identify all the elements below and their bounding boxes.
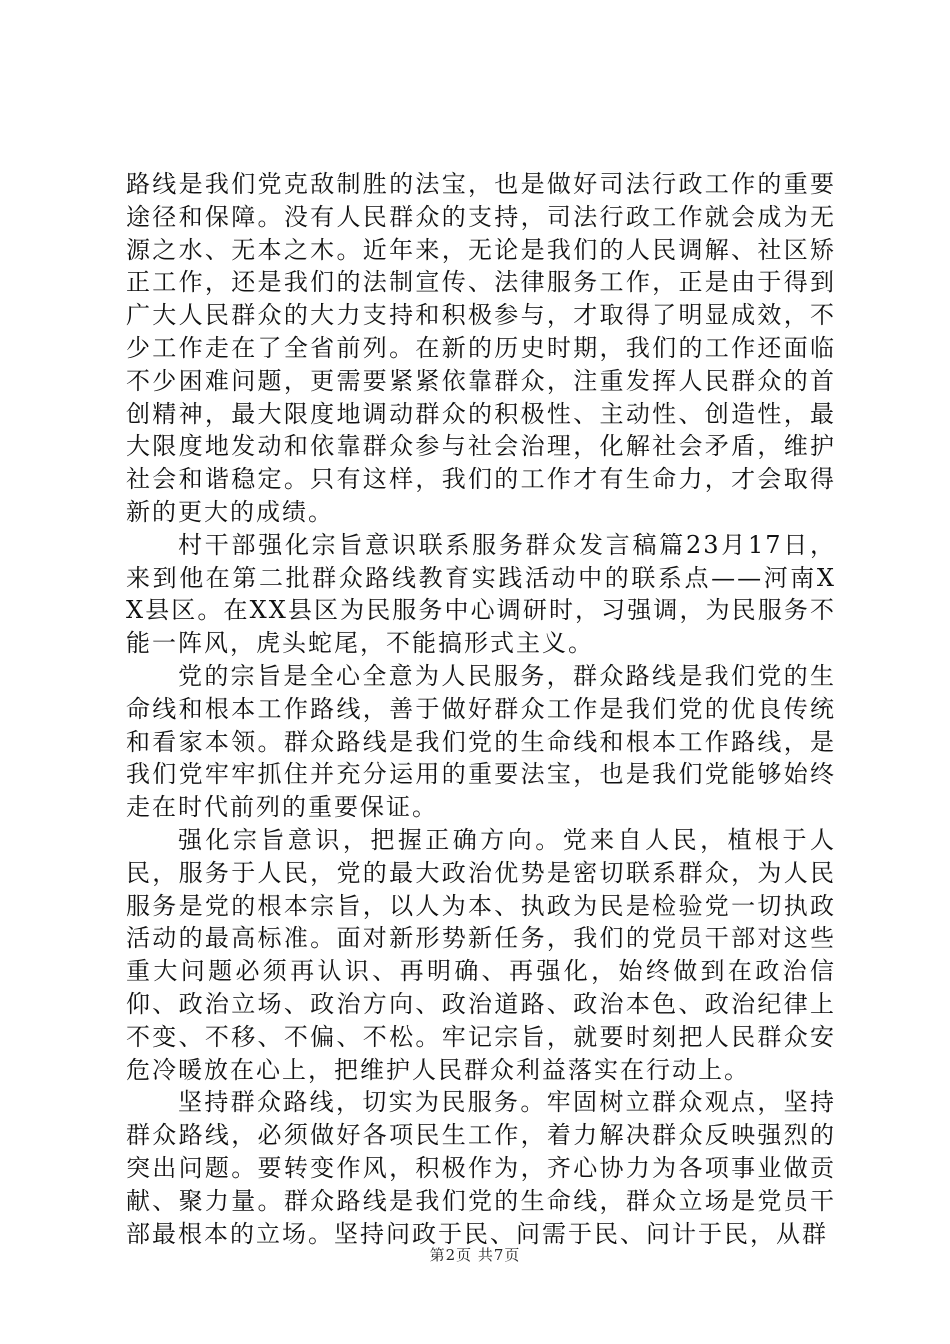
document-body xyxy=(126,168,836,1250)
paragraph: 强化宗旨意识，把握正确方向。党来自人民，植根于人民，服务于人民，党的最大政治优势是密切联系群众，为人民服务是党的根本宗旨，以人为本、执政为民是检验党一切执政活动的最高标准。面对新形势新任务，我们的党员干部对这些重大问题必须再认识、再明确、再强化，始终做到在政治信仰、政治立场、政治方向、政治道路、政治本色、政治纪律上不变、不移、不偏、不松。牢记宗旨，就要时刻把人民群众安危冷暖放在心上，把维护人民群众利益落实在行动上。 xyxy=(126,825,836,1084)
paragraph: 村干部强化宗旨意识联系服务群众发言稿篇23月17日，来到他在第二批群众路线教育实践活动中的联系点——河南XX县区。在XX县区为民服务中心调研时，习强调，为民服务不能一阵风，虎头蛇尾，不能搞形式主义。 xyxy=(126,530,836,658)
paragraph-continued: 路线是我们党克敌制胜的法宝，也是做好司法行政工作的重要途径和保障。没有人民群众的支持，司法行政工作就会成为无源之水、无本之木。近年来，无论是我们的人民调解、社区矫正工作，还是我们的法制宣传、法律服务工作，正是由于得到广大人民群众的大力支持和积极参与，才取得了明显成效，不少工作走在了全省前列。在新的历史时期，我们的工作还面临不少困难问题，更需要紧紧依靠群众，注重发挥人民群众的首创精神，最大限度地调动群众的积极性、主动性、创造性，最大限度地发动和依靠群众参与社会治理，化解社会矛盾，维护社会和谐稳定。只有这样，我们的工作才有生命力，才会取得新的更大的成绩。 xyxy=(126,170,836,526)
paragraph: 坚持群众路线，切实为民服务。牢固树立群众观点，坚持群众路线，必须做好各项民生工作，着力解决群众反映强烈的突出问题。要转变作风，积极作为，齐心协力为各项事业做贡献、聚力量。群众路线是我们党的生命线，群众立场是党员干部最根本的立场。坚持问政于民、问需于民、问计于民，从群 xyxy=(126,1088,836,1248)
paragraph: 党的宗旨是全心全意为人民服务，群众路线是我们党的生命线和根本工作路线，善于做好群众工作是我们党的优良传统和看家本领。群众路线是我们党的生命线和根本工作路线，是我们党牢牢抓住并充分运用的重要法宝，也是我们党能够始终走在时代前列的重要保证。 xyxy=(126,661,836,822)
page-number-footer: 第2页 共7页 xyxy=(429,1246,521,1264)
